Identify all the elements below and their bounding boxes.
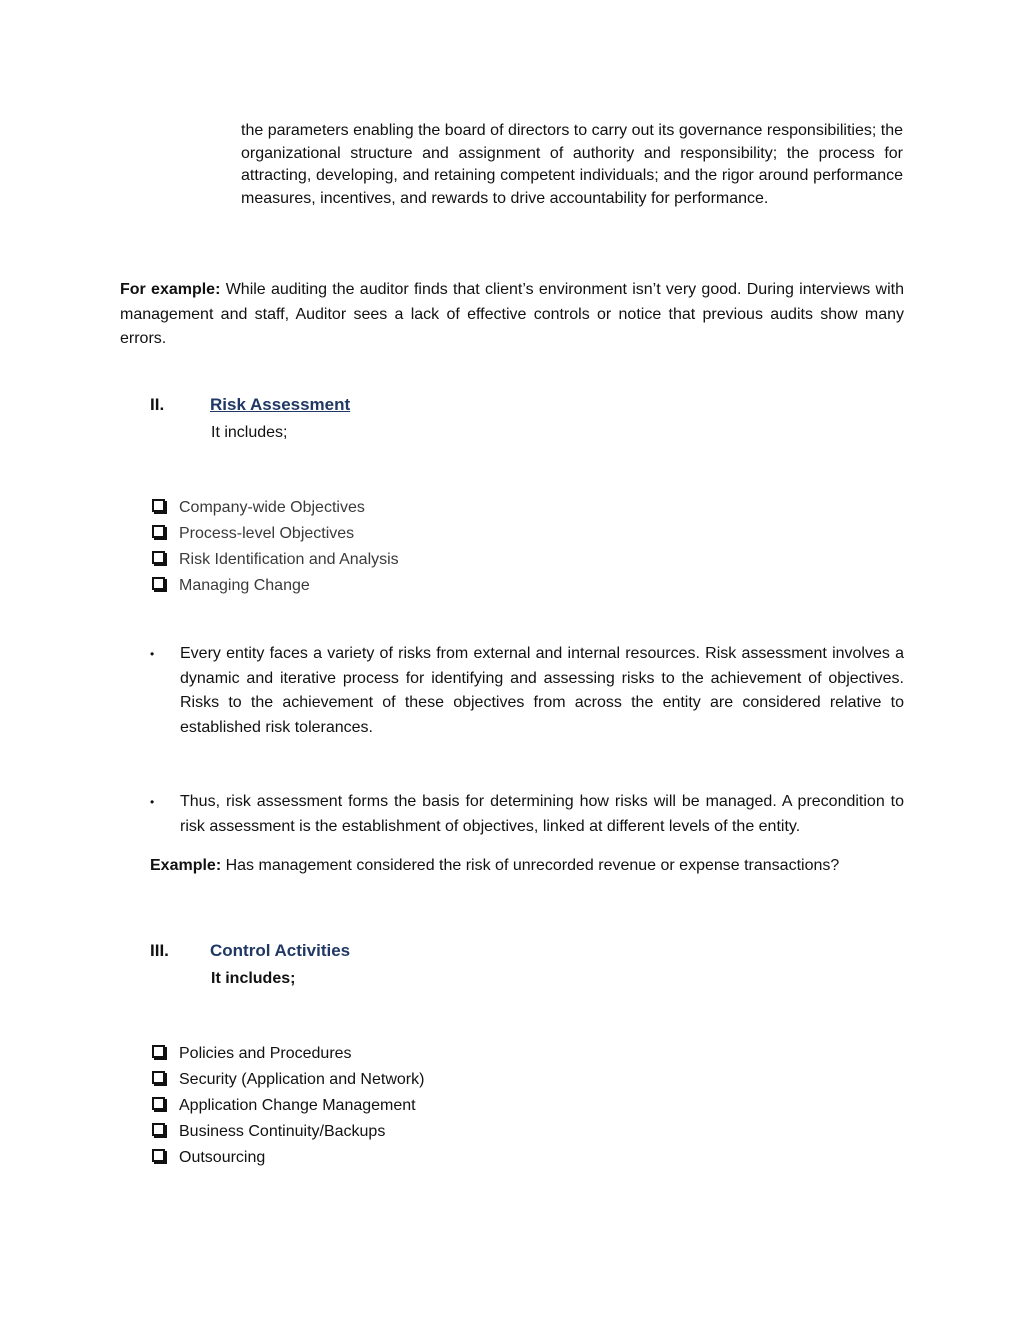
list-item-label: Business Continuity/Backups <box>179 1123 386 1140</box>
example-label: Example: <box>150 857 222 874</box>
list-item-label: Risk Identification and Analysis <box>179 551 399 568</box>
checkbox-square-icon <box>152 1045 165 1058</box>
intro-paragraph: the parameters enabling the board of directors to carry out its governance responsibilities; the organizational structure and assignment of authority and responsibility; the process for attracting, developing, and retaining competent individuals; and the rigor around performance measures, incentives, and rewards to drive accountability for performance. <box>241 122 903 207</box>
list-item <box>152 1067 424 1093</box>
list-item <box>152 1041 424 1067</box>
checkbox-square-icon <box>152 1097 165 1110</box>
control-activities-checklist <box>152 1041 424 1171</box>
section-heading-control-activities <box>150 941 350 961</box>
checkbox-square-icon <box>152 499 165 512</box>
checkbox-square-icon <box>152 525 165 538</box>
list-item <box>152 1145 424 1171</box>
list-item-label: Company-wide Objectives <box>179 499 365 516</box>
section-title: Control Activities <box>210 941 351 960</box>
checkbox-square-icon <box>152 551 165 564</box>
section-title: Risk Assessment <box>210 395 351 414</box>
checkbox-square-icon <box>152 1123 165 1136</box>
list-item-label: Security (Application and Network) <box>179 1071 425 1088</box>
example-paragraph <box>120 278 904 352</box>
example-label: For example: <box>120 281 221 298</box>
section-subtitle: It includes; <box>211 970 296 987</box>
example-text: While auditing the auditor finds that client’s environment isn’t very good. During interviews with management and staff, Auditor sees a lack of effective controls or notice that previous audits show many errors. <box>120 281 904 347</box>
list-item <box>152 573 399 599</box>
checkbox-square-icon <box>152 1071 165 1084</box>
bullet-icon: • <box>150 647 155 661</box>
checkbox-square-icon <box>152 577 165 590</box>
section-number: II. <box>150 395 165 414</box>
list-item-label: Policies and Procedures <box>179 1045 352 1062</box>
bullet-paragraph <box>150 642 904 740</box>
list-item <box>152 495 399 521</box>
list-item-label: Application Change Management <box>179 1097 416 1114</box>
list-item <box>152 1119 424 1145</box>
checkbox-square-icon <box>152 1149 165 1162</box>
section-heading-risk-assessment <box>150 395 350 415</box>
list-item-label: Process-level Objectives <box>179 525 355 542</box>
bullet-text: Thus, risk assessment forms the basis for determining how risks will be managed. A precondition to risk assessment is the establishment of objectives, linked at different levels of the entity. <box>180 793 904 835</box>
example-question <box>150 857 910 875</box>
bullet-icon: • <box>150 795 155 809</box>
list-item <box>152 1093 424 1119</box>
list-item-label: Managing Change <box>179 577 310 594</box>
section-number: III. <box>150 941 169 960</box>
section-subtitle: It includes; <box>211 424 288 441</box>
example-text: Has management considered the risk of unrecorded revenue or expense transactions? <box>221 857 840 874</box>
bullet-paragraph <box>150 790 904 839</box>
list-item <box>152 521 399 547</box>
risk-assessment-checklist <box>152 495 399 599</box>
list-item <box>152 547 399 573</box>
list-item-label: Outsourcing <box>179 1149 266 1166</box>
bullet-text: Every entity faces a variety of risks from external and internal resources. Risk assessment involves a dynamic and iterative process for identifying and assessing risks to the achievement of objectives. Risks to the achievement of these objectives from across the entity are considered relative to established risk tolerances. <box>180 645 904 736</box>
